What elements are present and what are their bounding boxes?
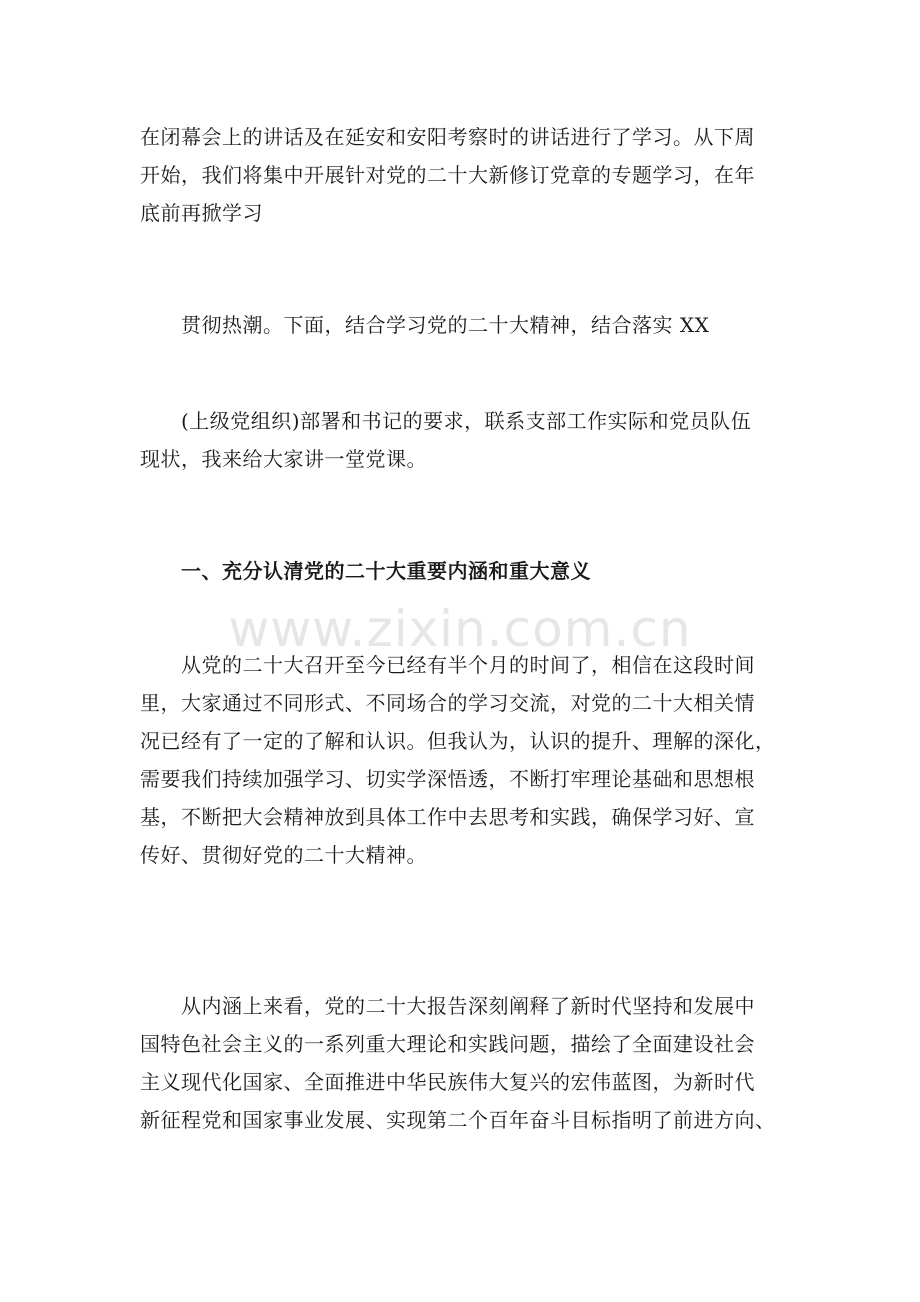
paragraph-line: 开始，我们将集中开展针对党的二十大新修订党章的专题学习，在年 bbox=[140, 163, 755, 187]
paragraph-line: 从党的二十大召开至今已经有半个月的时间了，相信在这段时间 bbox=[140, 653, 755, 677]
watermark: www.zixin.com.cn bbox=[228, 600, 692, 658]
paragraph-line: 现状，我来给大家讲一堂党课。 bbox=[140, 447, 427, 471]
paragraph-1 bbox=[140, 118, 790, 232]
paragraph-line: 基，不断把大会精神放到具体工作中去思考和实践，确保学习好、宣 bbox=[140, 805, 755, 829]
paragraph-line: 里，大家通过不同形式、不同场合的学习交流，对党的二十大相关情 bbox=[140, 691, 755, 715]
paragraph-line: 贯彻热潮。下面，结合学习党的二十大精神，结合落实 XX bbox=[140, 313, 710, 337]
paragraph-line: 新征程党和国家事业发展、实现第二个百年奋斗目标指明了前进方向、 bbox=[140, 1108, 776, 1132]
paragraph-line: 国特色社会主义的一系列重大理论和实践问题，描绘了全面建设社会 bbox=[140, 1032, 755, 1056]
paragraph-line: 在闭幕会上的讲话及在延安和安阳考察时的讲话进行了学习。从下周 bbox=[140, 125, 755, 149]
paragraph-4 bbox=[140, 646, 790, 874]
paragraph-line: 需要我们持续加强学习、切实学深悟透，不断打牢理论基础和思想根 bbox=[140, 767, 755, 791]
paragraph-line: 传好、贯彻好党的二十大精神。 bbox=[140, 843, 427, 867]
section-heading bbox=[140, 552, 790, 590]
paragraph-3 bbox=[140, 402, 790, 478]
paragraph-line: 从内涵上来看，党的二十大报告深刻阐释了新时代坚持和发展中 bbox=[140, 994, 755, 1018]
paragraph-line: 主义现代化国家、全面推进中华民族伟大复兴的宏伟蓝图，为新时代 bbox=[140, 1070, 755, 1094]
paragraph-5 bbox=[140, 987, 790, 1139]
paragraph-line: 底前再掀学习 bbox=[140, 201, 263, 225]
heading-line: 一、充分认清党的二十大重要内涵和重大意义 bbox=[140, 559, 591, 583]
paragraph-line: 况已经有了一定的了解和认识。但我认为，认识的提升、理解的深化， bbox=[140, 729, 776, 753]
paragraph-line: (上级党组织)部署和书记的要求，联系支部工作实际和党员队伍 bbox=[140, 409, 752, 433]
paragraph-2 bbox=[140, 306, 790, 344]
